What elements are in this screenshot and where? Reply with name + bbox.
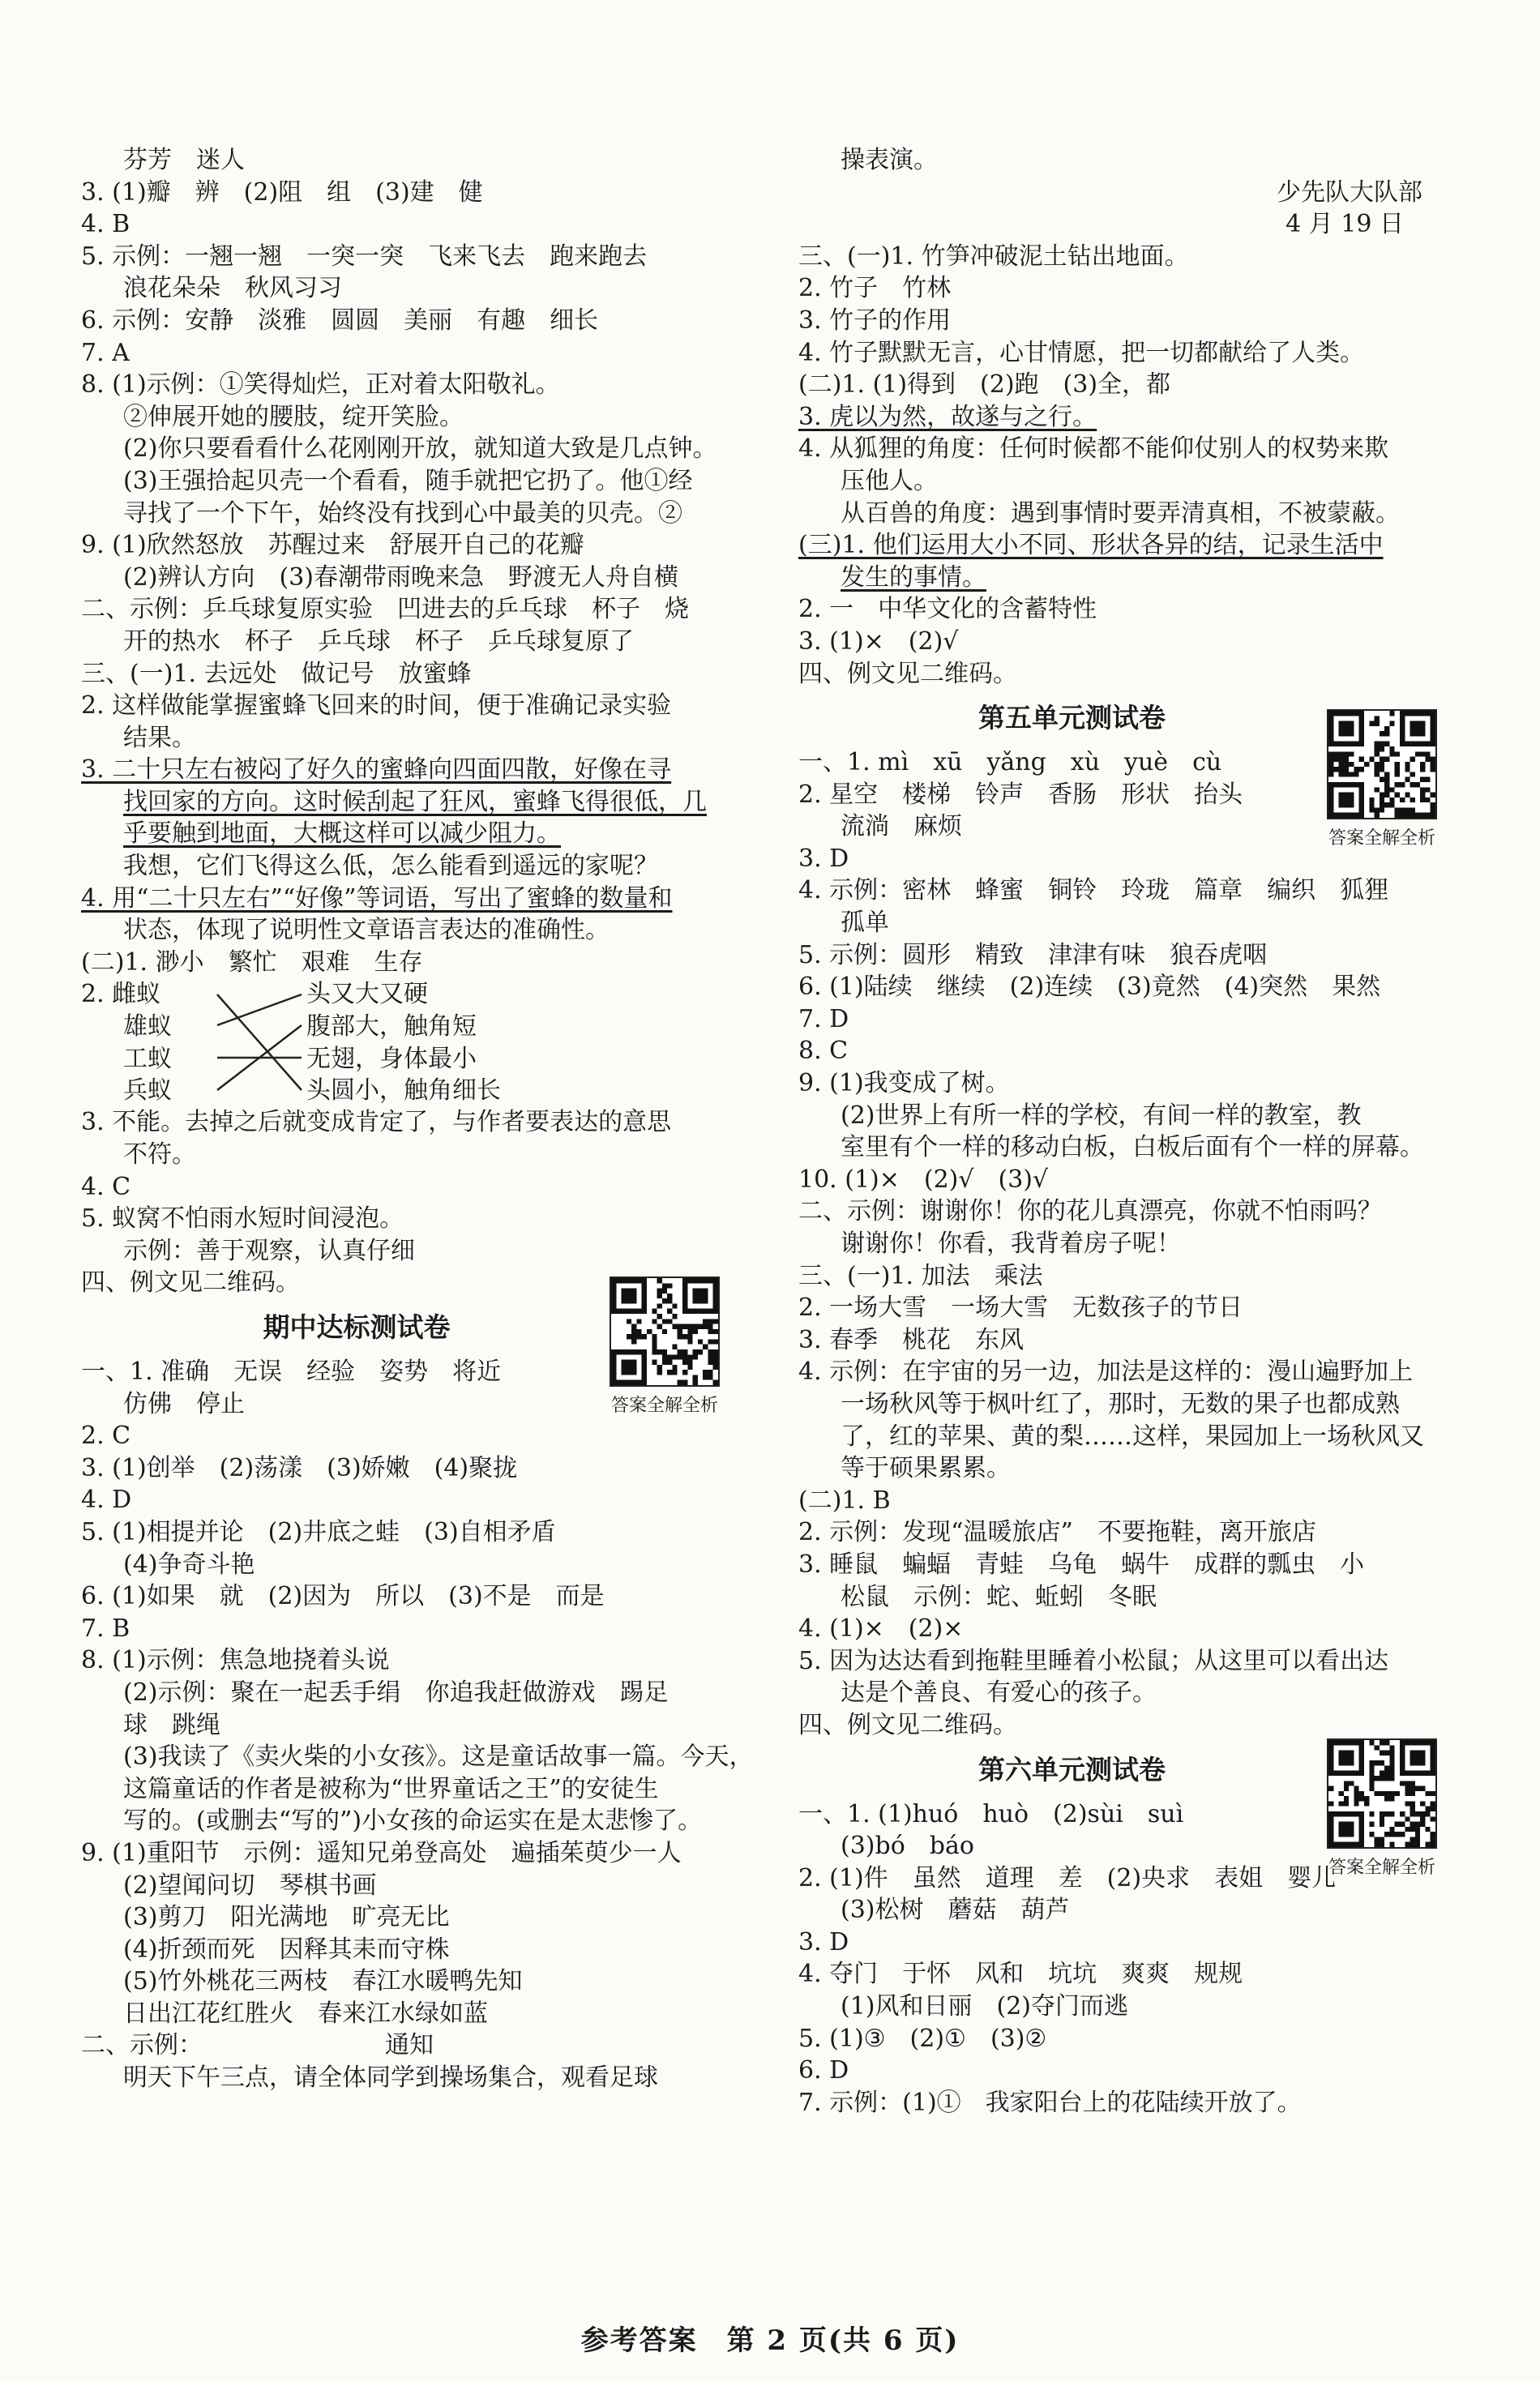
answer-line: 4. B <box>81 210 130 239</box>
answers-unit4-rest <box>81 1106 746 1299</box>
answer-line: 6. 示例：安静 淡雅 圆圆 美丽 有趣 细长 <box>81 306 599 335</box>
answer-line: 示例：善于观察，认真仔细 <box>123 1236 415 1265</box>
answer-line: (3)剪刀 阳光满地 旷亮无比 <box>123 1903 450 1932</box>
answer-line: (4)折颈而死 因释其耒而守株 <box>123 1935 450 1964</box>
answer-line: 4. C <box>81 1172 131 1201</box>
answer-line: 一、1. 准确 无误 经验 姿势 将近 <box>81 1358 502 1386</box>
answer-line: 2. C <box>81 1422 131 1451</box>
match-right-item: 无翅，身体最小 <box>306 1044 477 1073</box>
answer-line: 室里有个一样的移动白板，白板后面有个一样的屏幕。 <box>841 1133 1424 1162</box>
answer-line: 4. D <box>81 1486 132 1515</box>
answer-line: 三、(一)1. 加法 乘法 <box>798 1261 1043 1290</box>
answer-line: 7. 示例：(1)① 我家阳台上的花陆续开放了。 <box>798 2088 1302 2117</box>
answer-line: 10. (1)× (2)√ (3)√ <box>798 1165 1049 1194</box>
answer-line: 8. (1)示例：焦急地挠着头说 <box>81 1646 390 1675</box>
answer-line: 7. B <box>81 1614 130 1643</box>
answer-line: 6. (1)如果 就 (2)因为 所以 (3)不是 而是 <box>81 1582 605 1611</box>
answer-line: (4)争奇斗艳 <box>123 1550 255 1579</box>
match-right-item: 头又大又硬 <box>306 980 428 1009</box>
answer-line: (3)我读了《卖火柴的小女孩》。这是童话故事一篇。今天， <box>123 1743 754 1772</box>
answer-line: 8. (1)示例：①笑得灿烂，正对着太阳敬礼。 <box>81 370 560 400</box>
page-footer: 参考答案 第 2 页(共 6 页) <box>580 2324 960 2357</box>
qr-caption: 答案全解全析 <box>610 1396 718 1416</box>
answer-line: 一场秋风等于枫叶红了，那时，无数的果子也都成熟 <box>841 1389 1400 1418</box>
answer-line: 5. (1)③ (2)① (3)② <box>798 2024 1047 2053</box>
qr-code-icon <box>610 1277 720 1387</box>
answer-line: (3)王强拾起贝壳一个看看，随手就把它扔了。他①经 <box>123 466 693 495</box>
answer-line: 6. (1)陆续 继续 (2)连续 (3)竟然 (4)突然 果然 <box>798 973 1381 1002</box>
qr-caption: 答案全解全析 <box>1328 828 1435 849</box>
answer-line: 压他人。 <box>841 466 938 495</box>
answer-line: 日出江花红胜火 春来江水绿如蓝 <box>123 1999 488 2028</box>
match-left-list <box>81 978 219 1106</box>
answer-line: 等于硕果累累。 <box>841 1454 1011 1483</box>
answer-line: 仿佛 停止 <box>123 1389 245 1418</box>
qr-caption: 答案全解全析 <box>1328 1858 1435 1878</box>
match-left-item: 2. 雌蚁 <box>81 980 161 1009</box>
answer-line: 3. 二十只左右被闷了好久的蜜蜂向四面四散，好像在寻 <box>81 755 672 785</box>
answer-line: 开的热水 杯子 乒乓球 杯子 乒乓球复原了 <box>123 627 634 656</box>
answer-line: 芬芳 迷人 <box>123 146 245 174</box>
answer-line: 3. (1)瓣 辨 (2)阻 组 (3)建 健 <box>81 177 483 207</box>
answer-line: 从百兽的角度：遇到事情时要弄清真相，不被蒙蔽。 <box>841 498 1400 528</box>
unit6-title: 第六单元测试卷 <box>978 1753 1166 1785</box>
right-column <box>798 144 1459 2119</box>
left-column <box>81 144 754 2094</box>
answer-line: 3. 睡鼠 蝙蝠 青蛙 乌龟 蜗牛 成群的瓢虫 小 <box>798 1550 1365 1579</box>
answer-line: 4. 从狐狸的角度：任何时候都不能仰仗别人的权势来欺 <box>798 434 1389 464</box>
answer-line: 结果。 <box>123 723 196 752</box>
answer-line: 发生的事情。 <box>841 562 986 592</box>
answer-line: 二、示例：谢谢你！你的花儿真漂亮，你就不怕雨吗？ <box>798 1197 1382 1226</box>
answers-midterm-reading <box>798 241 1459 690</box>
match-right-list <box>306 978 501 1106</box>
answer-line: 这篇童话的作者是被称为“世界童话之王”的安徒生 <box>123 1774 659 1803</box>
signature-org: 少先队大队部 <box>1277 177 1422 207</box>
answer-line: 7. D <box>798 1004 849 1033</box>
answer-line: 明天下午三点，请全体同学到操场集合，观看足球 <box>123 2063 658 2093</box>
answer-line: (1)风和日丽 (2)夺门而逃 <box>841 1992 1128 2021</box>
answer-line: 5. 因为达达看到拖鞋里睡着小松鼠；从这里可以看出达 <box>798 1646 1389 1675</box>
answer-line: (三)1. 他们运用大小不同、形状各异的结，记录生活中 <box>798 531 1384 560</box>
answer-line: 5. (1)相提并论 (2)井底之蛙 (3)自相矛盾 <box>81 1517 556 1546</box>
answer-line: 4. 示例：密林 蜂蜜 铜铃 玲珑 篇章 编织 狐狸 <box>798 876 1389 905</box>
answer-line: 3. D <box>798 1927 849 1956</box>
answer-line: 操表演。 <box>841 146 938 174</box>
answer-line: 3. (1)× (2)√ <box>798 627 959 656</box>
answer-line: (3)松树 蘑菇 葫芦 <box>841 1896 1070 1925</box>
answer-line: (2)辨认方向 (3)春潮带雨晚来急 野渡无人舟自横 <box>123 562 678 592</box>
answer-line: (2)世界上有所一样的学校，有间一样的教室，教 <box>841 1101 1362 1130</box>
answer-line: 我想，它们飞得这么低，怎么能看到遥远的家呢？ <box>123 852 658 881</box>
answer-line: 2. 一 中华文化的含蓄特性 <box>798 595 1097 624</box>
answer-line: 谢谢你！你看，我背着房子呢！ <box>841 1229 1181 1258</box>
answer-line: 2. 星空 楼梯 铃声 香肠 形状 抬头 <box>798 780 1243 809</box>
answer-line: 6. D <box>798 2056 849 2085</box>
answer-line: 4. (1)× (2)× <box>798 1614 964 1644</box>
answers-midterm-cont <box>798 144 1459 177</box>
answer-line: 浪花朵朵 秋风习习 <box>123 274 342 303</box>
match-left-item: 兵蚁 <box>123 1076 172 1105</box>
answers-unit5 <box>798 746 1459 1741</box>
answer-line: 2. (1)件 虽然 道理 差 (2)央求 表姐 婴儿 <box>798 1863 1337 1892</box>
answer-line: 一、1. mì xū yǎng xù yuè cù <box>798 748 1222 777</box>
answer-line: 4. 竹子默默无言，心甘情愿，把一切都献给了人类。 <box>798 338 1365 367</box>
answer-line: 5. 示例：一翘一翘 一突一突 飞来飞去 跑来跑去 <box>81 242 648 271</box>
answer-line: 一、1. (1)huó huò (2)sùi suì <box>798 1799 1184 1828</box>
answer-line: 四、例文见二维码。 <box>81 1268 300 1298</box>
match-right-item: 腹部大，触角短 <box>306 1012 477 1041</box>
answer-line: 找回家的方向。这时候刮起了狂风，蜜蜂飞得很低，几 <box>123 787 707 816</box>
answer-line: 3. D <box>798 844 849 873</box>
answer-line: 3. 不能。去掉之后就变成肯定了，与作者要表达的意思 <box>81 1108 672 1137</box>
answer-line: 三、(一)1. 竹笋冲破泥土钻出地面。 <box>798 242 1189 271</box>
answer-line: 5. 示例：圆形 精致 津津有味 狼吞虎咽 <box>798 940 1268 969</box>
answer-line: 4. 用“二十只左右”“好像”等词语，写出了蜜蜂的数量和 <box>81 883 673 913</box>
match-left-item: 雄蚁 <box>123 1012 172 1041</box>
answer-line: 2. 一场大雪 一场大雪 无数孩子的节日 <box>798 1294 1243 1323</box>
qr-code-midterm[interactable] <box>608 1277 721 1417</box>
answer-line: 2. 竹子 竹林 <box>798 274 952 303</box>
answer-line: (2)你只要看看什么花刚刚开放，就知道大致是几点钟。 <box>123 434 717 464</box>
answer-line: (3)bó báo <box>841 1832 974 1861</box>
answer-line: 9. (1)欣然怒放 苏醒过来 舒展开自己的花瓣 <box>81 531 584 560</box>
answer-line: 了，红的苹果、黄的梨……这样，果园加上一场秋风又 <box>841 1422 1424 1451</box>
match-right-item: 头圆小，触角细长 <box>306 1076 501 1105</box>
answer-line: 二、示例：乒乓球复原实验 凹进去的乒乓球 杯子 烧 <box>81 595 689 624</box>
answer-line: (二)1. (1)得到 (2)跑 (3)全，都 <box>798 370 1171 400</box>
answer-line: 不符。 <box>123 1140 196 1170</box>
answer-line: (二)1. 渺小 繁忙 艰难 生存 <box>81 947 423 977</box>
signature-date: 4 月 19 日 <box>1285 210 1404 239</box>
answer-line: (5)竹外桃花三两枝 春江水暖鸭先知 <box>123 1967 523 1996</box>
answer-line: 7. A <box>81 338 130 367</box>
answer-line: 3. 竹子的作用 <box>798 306 952 335</box>
answer-line: 四、例文见二维码。 <box>798 659 1017 688</box>
ant-matching-question <box>81 978 746 1106</box>
answer-line: 3. (1)创举 (2)荡漾 (3)娇嫩 (4)聚拢 <box>81 1453 518 1482</box>
answer-line: (二)1. B <box>798 1486 891 1515</box>
answer-line: 球 跳绳 <box>123 1710 220 1739</box>
answer-line: 3. 春季 桃花 东风 <box>798 1325 1025 1354</box>
answer-line: ②伸展开她的腰肢，绽开笑脸。 <box>123 402 464 431</box>
answer-line: 流淌 麻烦 <box>841 812 962 841</box>
answer-line: 孤单 <box>841 909 889 938</box>
answer-line: 9. (1)我变成了树。 <box>798 1069 1010 1098</box>
answer-line: 松鼠 示例：蛇、蚯蚓 冬眠 <box>841 1582 1157 1611</box>
answer-line: 三、(一)1. 去远处 做记号 放蜜蜂 <box>81 659 472 688</box>
answer-line: 四、例文见二维码。 <box>798 1710 1017 1739</box>
answer-line: 4. 夺门 于怀 风和 坑坑 爽爽 规规 <box>798 1960 1243 1989</box>
answer-line: (2)示例：聚在一起丢手绢 你追我赶做游戏 踢足 <box>123 1678 669 1707</box>
answer-line: 二、示例： 通知 <box>81 2031 434 2060</box>
answer-line: 写的。(或删去“写的”)小女孩的命运实在是太悲惨了。 <box>123 1807 703 1836</box>
answer-line: 9. (1)重阳节 示例：遥知兄弟登高处 遍插茱萸少一人 <box>81 1838 682 1867</box>
answers-unit4-part <box>81 144 746 978</box>
answer-line: 乎要触到地面，大概这样可以减少阻力。 <box>123 819 561 849</box>
answer-line: 5. 蚁窝不怕雨水短时间浸泡。 <box>81 1204 404 1234</box>
answer-line: 8. C <box>798 1037 849 1066</box>
answer-line: (2)望闻问切 琴棋书画 <box>123 1871 377 1900</box>
answer-line: 3. 虎以为然，故遂与之行。 <box>798 402 1097 431</box>
answer-line: 达是个善良、有爱心的孩子。 <box>841 1679 1157 1708</box>
answer-line: 2. 示例：发现“温暖旅店” 不要拖鞋，离开旅店 <box>798 1518 1316 1547</box>
answer-line: 寻找了一个下午，始终没有找到心中最美的贝壳。② <box>123 498 682 528</box>
midterm-title: 期中达标测试卷 <box>263 1311 451 1343</box>
answer-line: 4. 示例：在宇宙的另一边，加法是这样的：漫山遍野加上 <box>798 1358 1414 1387</box>
answer-line: 状态，体现了说明性文章语言表达的准确性。 <box>123 916 610 945</box>
answers-midterm <box>81 1356 754 2094</box>
unit5-title: 第五单元测试卷 <box>978 702 1166 734</box>
match-left-item: 工蚁 <box>123 1044 172 1073</box>
answers-unit6 <box>798 1798 1459 2119</box>
answer-line: 2. 这样做能掌握蜜蜂飞回来的时间，便于准确记录实验 <box>81 691 672 721</box>
